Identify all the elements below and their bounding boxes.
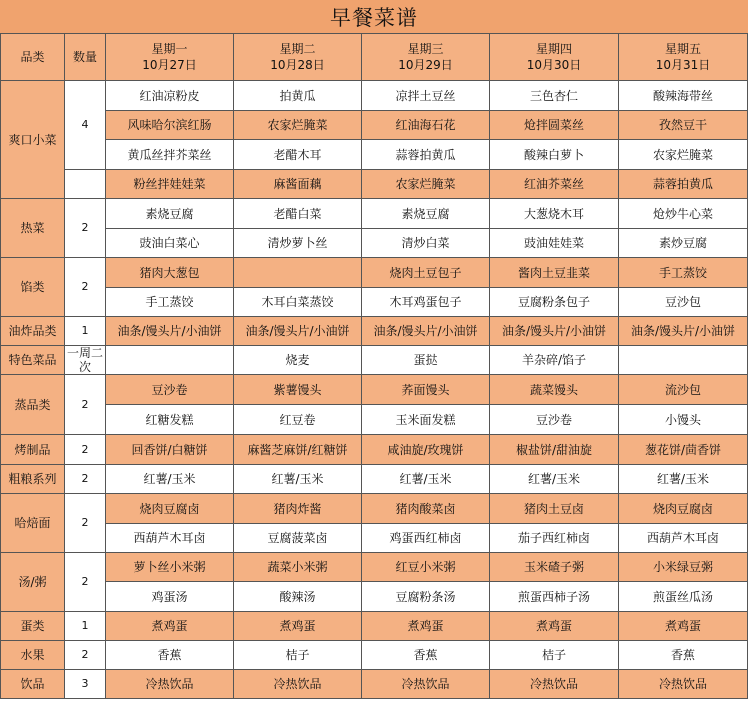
- dish-cell: 凉拌土豆丝: [362, 81, 490, 111]
- count-cell: 2: [65, 641, 106, 670]
- count-cell: 1: [65, 317, 106, 346]
- dish-cell: 素烧豆腐: [362, 199, 490, 229]
- dish-cell: 农家烂腌菜: [362, 170, 490, 199]
- count-cell: 2: [65, 494, 106, 553]
- dish-cell: 冷热饮品: [106, 670, 234, 699]
- dish-cell: 木耳鸡蛋包子: [362, 288, 490, 317]
- menu-row: [1, 405, 748, 435]
- menu-row: [1, 582, 748, 612]
- dish-cell: 黄瓜丝拌芥菜丝: [106, 140, 234, 170]
- menu-row: [1, 199, 748, 229]
- count-cell: 3: [65, 670, 106, 699]
- menu-row: [1, 375, 748, 405]
- day-name: 星期五: [664, 42, 701, 56]
- dish-cell: 手工蒸饺: [619, 258, 748, 288]
- dish-cell: 红豆卷: [234, 405, 362, 435]
- category-cell: 爽口小菜: [1, 81, 65, 199]
- dish-cell: 红豆小米粥: [362, 553, 490, 582]
- menu-row: [1, 670, 748, 699]
- menu-row: [1, 465, 748, 494]
- dish-cell: 烧肉土豆包子: [362, 258, 490, 288]
- dish-cell: 三色杏仁: [490, 81, 619, 111]
- dish-cell: 红薯/玉米: [106, 465, 234, 494]
- category-cell: 馅类: [1, 258, 65, 317]
- dish-cell: 香蕉: [619, 641, 748, 670]
- dish-cell: [106, 346, 234, 375]
- dish-cell: 大葱烧木耳: [490, 199, 619, 229]
- dish-cell: 蔬菜小米粥: [234, 553, 362, 582]
- menu-title: 早餐菜谱: [0, 0, 748, 34]
- dish-cell: 孜然豆干: [619, 111, 748, 140]
- dish-cell: 豆沙包: [619, 288, 748, 317]
- dish-cell: 农家烂腌菜: [234, 111, 362, 140]
- dish-cell: 小馒头: [619, 405, 748, 435]
- dish-cell: [619, 346, 748, 375]
- dish-cell: 炝炒牛心菜: [619, 199, 748, 229]
- dish-cell: 椒盐饼/甜油旋: [490, 435, 619, 465]
- dish-cell: 冷热饮品: [234, 670, 362, 699]
- dish-cell: 清炒萝卜丝: [234, 229, 362, 258]
- dish-cell: 素烧豆腐: [106, 199, 234, 229]
- dish-cell: 煎蛋西柿子汤: [490, 582, 619, 612]
- dish-cell: 羊杂碎/馅子: [490, 346, 619, 375]
- menu-row: [1, 140, 748, 170]
- menu-row: [1, 641, 748, 670]
- dish-cell: 鸡蛋汤: [106, 582, 234, 612]
- dish-cell: 酱肉土豆韭菜: [490, 258, 619, 288]
- dish-cell: 豆腐粉条包子: [490, 288, 619, 317]
- menu-row: [1, 435, 748, 465]
- day-name: 星期一: [151, 42, 188, 56]
- dish-cell: 煎蛋丝瓜汤: [619, 582, 748, 612]
- count-cell: 2: [65, 465, 106, 494]
- dish-cell: 油条/馒头片/小油饼: [234, 317, 362, 346]
- day-name: 星期三: [407, 42, 444, 56]
- count-cell: 1: [65, 612, 106, 641]
- header-count: 数量: [65, 34, 106, 81]
- category-cell: 水果: [1, 641, 65, 670]
- dish-cell: 红油芥菜丝: [490, 170, 619, 199]
- dish-cell: 煮鸡蛋: [106, 612, 234, 641]
- dish-cell: 老醋白菜: [234, 199, 362, 229]
- dish-cell: 清炒白菜: [362, 229, 490, 258]
- dish-cell: 香蕉: [106, 641, 234, 670]
- menu-row: [1, 524, 748, 553]
- dish-cell: 炝拌圆菜丝: [490, 111, 619, 140]
- dish-cell: 豆腐粉条汤: [362, 582, 490, 612]
- menu-body: [1, 34, 748, 699]
- dish-cell: 麻酱芝麻饼/红糖饼: [234, 435, 362, 465]
- dish-cell: 小米绿豆粥: [619, 553, 748, 582]
- dish-cell: 红油凉粉皮: [106, 81, 234, 111]
- menu-row: [1, 346, 748, 375]
- dish-cell: 煮鸡蛋: [619, 612, 748, 641]
- breakfast-menu-table: [0, 33, 748, 699]
- dish-cell: 红油海石花: [362, 111, 490, 140]
- day-date: 10月29日: [398, 58, 453, 72]
- dish-cell: 豉油娃娃菜: [490, 229, 619, 258]
- day-name: 星期四: [535, 42, 572, 56]
- day-date: 10月28日: [270, 58, 325, 72]
- dish-cell: 香蕉: [362, 641, 490, 670]
- header-category: 品类: [1, 34, 65, 81]
- dish-cell: 猪肉酸菜卤: [362, 494, 490, 524]
- dish-cell: 桔子: [490, 641, 619, 670]
- dish-cell: 烧麦: [234, 346, 362, 375]
- header-day-3: [362, 34, 490, 81]
- day-date: 10月31日: [655, 58, 711, 72]
- menu-row: [1, 258, 748, 288]
- category-cell: 油炸品类: [1, 317, 65, 346]
- dish-cell: 木耳白菜蒸饺: [234, 288, 362, 317]
- dish-cell: 猪肉大葱包: [106, 258, 234, 288]
- header-day-1: [106, 34, 234, 81]
- category-cell: 饮品: [1, 670, 65, 699]
- category-cell: 蛋类: [1, 612, 65, 641]
- category-cell: 特色菜品: [1, 346, 65, 375]
- menu-row: [1, 553, 748, 582]
- menu-row: [1, 81, 748, 111]
- dish-cell: 红糖发糕: [106, 405, 234, 435]
- dish-cell: 红薯/玉米: [234, 465, 362, 494]
- dish-cell: 冷热饮品: [362, 670, 490, 699]
- dish-cell: 煮鸡蛋: [490, 612, 619, 641]
- count-cell-empty: [65, 170, 106, 199]
- dish-cell: 风味哈尔滨红肠: [106, 111, 234, 140]
- dish-cell: 蔬菜馒头: [490, 375, 619, 405]
- day-name: 星期二: [279, 42, 316, 56]
- dish-cell: 猪肉炸酱: [234, 494, 362, 524]
- dish-cell: 冷热饮品: [619, 670, 748, 699]
- dish-cell: 粉丝拌娃娃菜: [106, 170, 234, 199]
- dish-cell: 紫薯馒头: [234, 375, 362, 405]
- dish-cell: 手工蒸饺: [106, 288, 234, 317]
- dish-cell: 豆腐菠菜卤: [234, 524, 362, 553]
- dish-cell: 葱花饼/茴香饼: [619, 435, 748, 465]
- header-day-4: [490, 34, 619, 81]
- dish-cell: 麻酱面藕: [234, 170, 362, 199]
- day-date: 10月30日: [526, 58, 582, 72]
- menu-row: [1, 317, 748, 346]
- dish-cell: 玉米面发糕: [362, 405, 490, 435]
- dish-cell: 萝卜丝小米粥: [106, 553, 234, 582]
- menu-row: [1, 229, 748, 258]
- dish-cell: 红薯/玉米: [490, 465, 619, 494]
- count-cell: 2: [65, 553, 106, 612]
- dish-cell: 煮鸡蛋: [362, 612, 490, 641]
- category-cell: 热菜: [1, 199, 65, 258]
- category-cell: 烤制品: [1, 435, 65, 465]
- menu-row: [1, 170, 748, 199]
- dish-cell: 红薯/玉米: [619, 465, 748, 494]
- dish-cell: 豆沙卷: [490, 405, 619, 435]
- menu-row: [1, 288, 748, 317]
- header-day-2: [234, 34, 362, 81]
- dish-cell: 酸辣汤: [234, 582, 362, 612]
- dish-cell: 农家烂腌菜: [619, 140, 748, 170]
- dish-cell: 油条/馒头片/小油饼: [362, 317, 490, 346]
- dish-cell: 老醋木耳: [234, 140, 362, 170]
- dish-cell: 烧肉豆腐卤: [619, 494, 748, 524]
- count-cell: 2: [65, 199, 106, 258]
- day-date: 10月27日: [142, 58, 197, 72]
- dish-cell: 荞面馒头: [362, 375, 490, 405]
- dish-cell: 回香饼/白糖饼: [106, 435, 234, 465]
- dish-cell: 豉油白菜心: [106, 229, 234, 258]
- dish-cell: [234, 258, 362, 288]
- dish-cell: 酸辣白萝卜: [490, 140, 619, 170]
- dish-cell: 煮鸡蛋: [234, 612, 362, 641]
- menu-row: [1, 494, 748, 524]
- dish-cell: 咸油旋/玫瑰饼: [362, 435, 490, 465]
- count-cell: 2: [65, 258, 106, 317]
- count-cell: 2: [65, 375, 106, 435]
- dish-cell: 茄子西红柿卤: [490, 524, 619, 553]
- dish-cell: 拍黄瓜: [234, 81, 362, 111]
- header-day-5: [619, 34, 748, 81]
- dish-cell: 素炒豆腐: [619, 229, 748, 258]
- dish-cell: 豆沙卷: [106, 375, 234, 405]
- category-cell: 粗粮系列: [1, 465, 65, 494]
- dish-cell: 流沙包: [619, 375, 748, 405]
- category-cell: 蒸品类: [1, 375, 65, 435]
- dish-cell: 蛋挞: [362, 346, 490, 375]
- count-cell: 4: [65, 81, 106, 170]
- category-cell: 汤/粥: [1, 553, 65, 612]
- dish-cell: 猪肉土豆卤: [490, 494, 619, 524]
- dish-cell: 油条/馒头片/小油饼: [490, 317, 619, 346]
- count-cell: 2: [65, 435, 106, 465]
- menu-row: [1, 612, 748, 641]
- dish-cell: 烧肉豆腐卤: [106, 494, 234, 524]
- dish-cell: 油条/馒头片/小油饼: [106, 317, 234, 346]
- dish-cell: 桔子: [234, 641, 362, 670]
- dish-cell: 西葫芦木耳卤: [106, 524, 234, 553]
- dish-cell: 酸辣海带丝: [619, 81, 748, 111]
- dish-cell: 油条/馒头片/小油饼: [619, 317, 748, 346]
- dish-cell: 西葫芦木耳卤: [619, 524, 748, 553]
- header-row: [1, 34, 748, 81]
- dish-cell: 红薯/玉米: [362, 465, 490, 494]
- dish-cell: 冷热饮品: [490, 670, 619, 699]
- category-cell: 哈焙面: [1, 494, 65, 553]
- menu-row: [1, 111, 748, 140]
- dish-cell: 蒜蓉拍黄瓜: [362, 140, 490, 170]
- dish-cell: 蒜蓉拍黄瓜: [619, 170, 748, 199]
- dish-cell: 玉米碴子粥: [490, 553, 619, 582]
- count-cell: 一周二次: [65, 346, 106, 375]
- dish-cell: 鸡蛋西红柿卤: [362, 524, 490, 553]
